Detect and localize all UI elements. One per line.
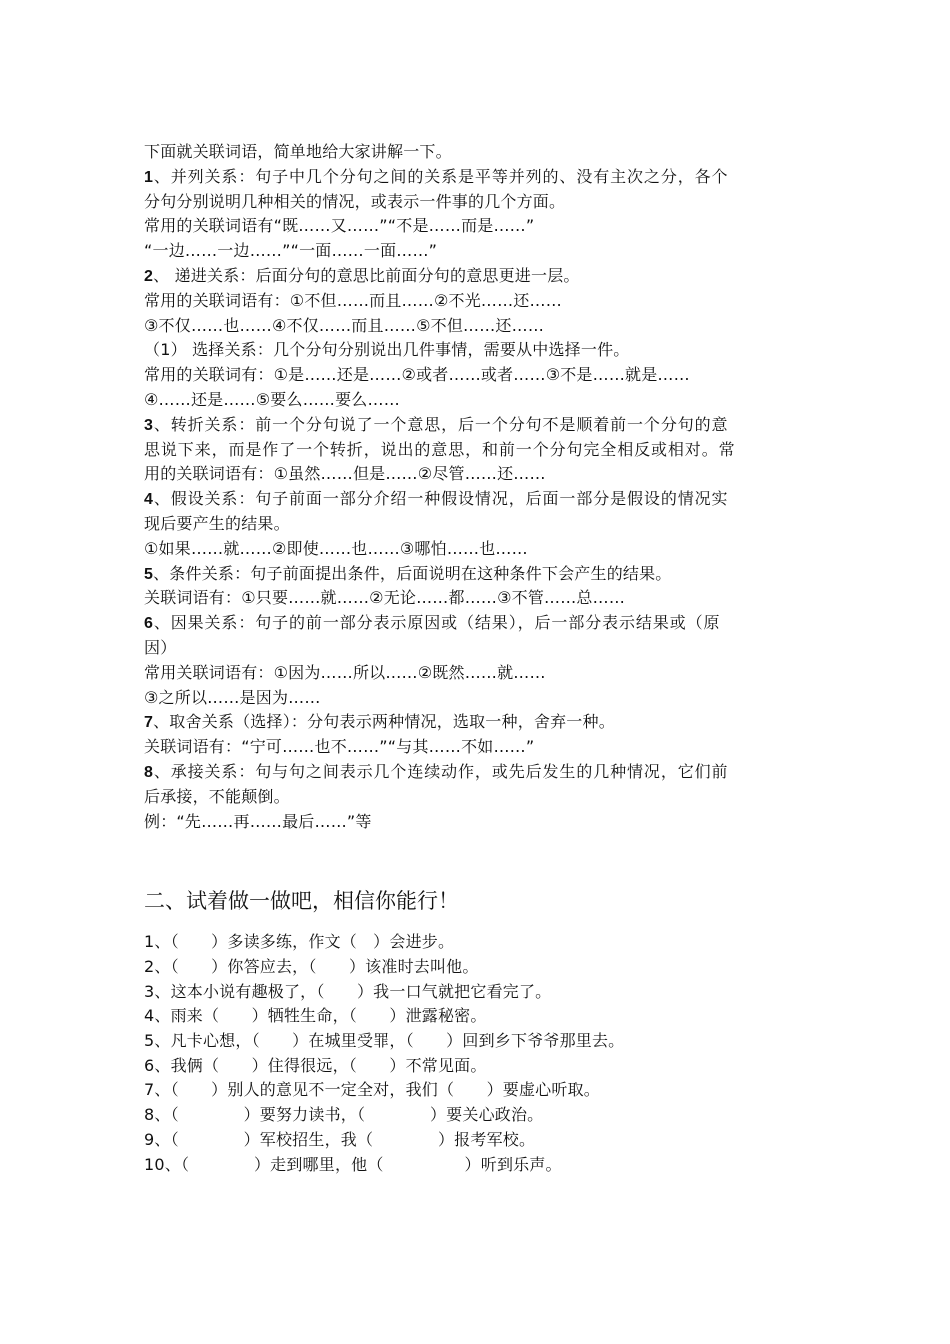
explanation-text: 常用的关联词语有“既……又……”“不是……而是……” bbox=[144, 216, 535, 236]
relation-number: 1 bbox=[144, 168, 154, 186]
explanation-line bbox=[144, 264, 824, 289]
explanation-text: 、取舍关系（选择）：分句表示两种情况，选取一种，舍弃一种。 bbox=[153, 712, 615, 732]
section-two-heading: 二、试着做一做吧，相信你能行！ bbox=[144, 889, 459, 914]
relation-number: 6 bbox=[144, 615, 154, 633]
explanation-text: ③之所以……是因为…… bbox=[144, 687, 321, 707]
exercise-item: 9、（ ）军校招生，我（ ）报考军校。 bbox=[144, 1129, 536, 1149]
relation-number: 8 bbox=[144, 763, 154, 781]
explanation-line bbox=[144, 810, 824, 835]
explanation-line bbox=[144, 289, 824, 314]
exercise-item: 2、（ ）你答应去，（ ）该准时去叫他。 bbox=[144, 957, 479, 976]
explanation-text: 、因果关系：句子的前一部分表示原因或（结果），后一部分表示结果或（原 bbox=[153, 613, 721, 633]
explanation-line bbox=[144, 314, 824, 339]
explanation-text: 、 递进关系：后面分句的意思比前面分句的意思更进一层。 bbox=[153, 265, 580, 285]
relation-number: 4 bbox=[144, 491, 154, 509]
explanation-text: 、承接关系：句与句之间表示几个连续动作，或先后发生的几种情况，它们前 bbox=[153, 761, 729, 781]
explanation-line bbox=[144, 636, 824, 661]
explanation-text: ①如果……就……②即使……也……③哪怕……也…… bbox=[144, 538, 528, 558]
exercise-item: 4、雨来（ ）牺牲生命，（ ）泄露秘密。 bbox=[144, 1006, 487, 1026]
explanation-text: （1） 选择关系：几个分句分别说出几件事情，需要从中选择一件。 bbox=[144, 340, 630, 360]
exercise-item: 6、我俩（ ）住得很远，（ ）不常见面。 bbox=[144, 1055, 487, 1075]
explanation-line bbox=[144, 537, 824, 562]
explanation-line bbox=[144, 785, 824, 810]
exercise-item: 8、（ ）要努力读书，（ ）要关心政治。 bbox=[144, 1105, 544, 1125]
relation-number: 3 bbox=[144, 416, 154, 434]
relation-number: 7 bbox=[144, 714, 154, 732]
explanation-line bbox=[144, 611, 824, 636]
explanation-line bbox=[144, 562, 824, 587]
explanation-line bbox=[144, 239, 824, 264]
explanation-line bbox=[144, 512, 824, 537]
explanation-line bbox=[144, 462, 824, 487]
explanation-text: 因） bbox=[144, 637, 177, 657]
explanation-line bbox=[144, 338, 824, 363]
explanation-line bbox=[144, 190, 824, 215]
explanation-line bbox=[144, 686, 824, 711]
explanation-line bbox=[144, 760, 824, 785]
explanation-line bbox=[144, 363, 824, 388]
exercise-item: 1、（ ）多读多练，作文（ ）会进步。 bbox=[144, 932, 455, 952]
explanation-line bbox=[144, 586, 824, 611]
explanation-text: “一边……一边……”“一面……一面……” bbox=[144, 241, 438, 261]
exercise-list bbox=[144, 930, 824, 1177]
explanation-text: 常用的关联词有：①是……还是……②或者……或者……③不是……就是…… bbox=[144, 365, 690, 385]
explanation-line bbox=[144, 413, 824, 438]
explanation-line bbox=[144, 661, 824, 686]
exercise-item: 7、（ ）别人的意见不一定全对，我们（ ）要虚心听取。 bbox=[144, 1080, 600, 1100]
document-page bbox=[144, 140, 824, 1177]
explanation-text: 关联词语有：“宁可……也不……”“与其……不如……” bbox=[144, 737, 535, 757]
explanation-lines bbox=[144, 165, 824, 835]
exercise-item: 5、凡卡心想，（ ）在城里受罪，（ ）回到乡下爷爷那里去。 bbox=[144, 1031, 625, 1051]
explanation-text: 现后要产生的结果。 bbox=[144, 513, 290, 533]
explanation-line bbox=[144, 710, 824, 735]
relation-number: 5 bbox=[144, 565, 154, 583]
explanation-text: ④……还是……⑤要么……要么…… bbox=[144, 389, 400, 409]
section-one-explanations bbox=[144, 140, 824, 834]
explanation-text: 例：“先……再……最后……”等 bbox=[144, 811, 372, 831]
explanation-line bbox=[144, 214, 824, 239]
explanation-text: 用的关联词语有：①虽然……但是……②尽管……还…… bbox=[144, 464, 546, 484]
explanation-line bbox=[144, 487, 824, 512]
explanation-text: 、条件关系：句子前面提出条件，后面说明在这种条件下会产生的结果。 bbox=[153, 563, 672, 583]
explanation-text: 后承接，不能颠倒。 bbox=[144, 786, 290, 806]
explanation-line bbox=[144, 165, 824, 190]
intro-line: 下面就关联词语，简单地给大家讲解一下。 bbox=[144, 142, 452, 161]
exercise-item: 3、这本小说有趣极了，（ ）我一口气就把它看完了。 bbox=[144, 981, 552, 1001]
explanation-text: 分句分别说明几种相关的情况，或表示一件事的几个方面。 bbox=[144, 191, 566, 211]
exercise-item: 10、（ ）走到哪里，他（ ）听到乐声。 bbox=[144, 1154, 562, 1174]
explanation-text: 、并列关系：句子中几个分句之间的关系是平等并列的、没有主次之分，各个 bbox=[153, 166, 729, 186]
explanation-text: 思说下来，而是作了一个转折，说出的意思，和前一个分句完全相反或相对。常 bbox=[144, 439, 736, 459]
explanation-text: 常用关联词语有：①因为……所以……②既然……就…… bbox=[144, 662, 546, 682]
explanation-line bbox=[144, 735, 824, 760]
explanation-line bbox=[144, 438, 824, 463]
explanation-text: 、转折关系：前一个分句说了一个意思，后一个分句不是顺着前一个分句的意 bbox=[153, 414, 729, 434]
explanation-text: 关联词语有：①只要……就……②无论……都……③不管……总…… bbox=[144, 588, 626, 608]
explanation-text: 、假设关系：句子前面一部分介绍一种假设情况，后面一部分是假设的情况实 bbox=[153, 489, 729, 509]
explanation-text: 常用的关联词语有：①不但……而且……②不光……还…… bbox=[144, 290, 562, 310]
explanation-text: ③不仅……也……④不仅……而且……⑤不但……还…… bbox=[144, 315, 545, 335]
relation-number: 2 bbox=[144, 267, 154, 285]
explanation-line bbox=[144, 388, 824, 413]
